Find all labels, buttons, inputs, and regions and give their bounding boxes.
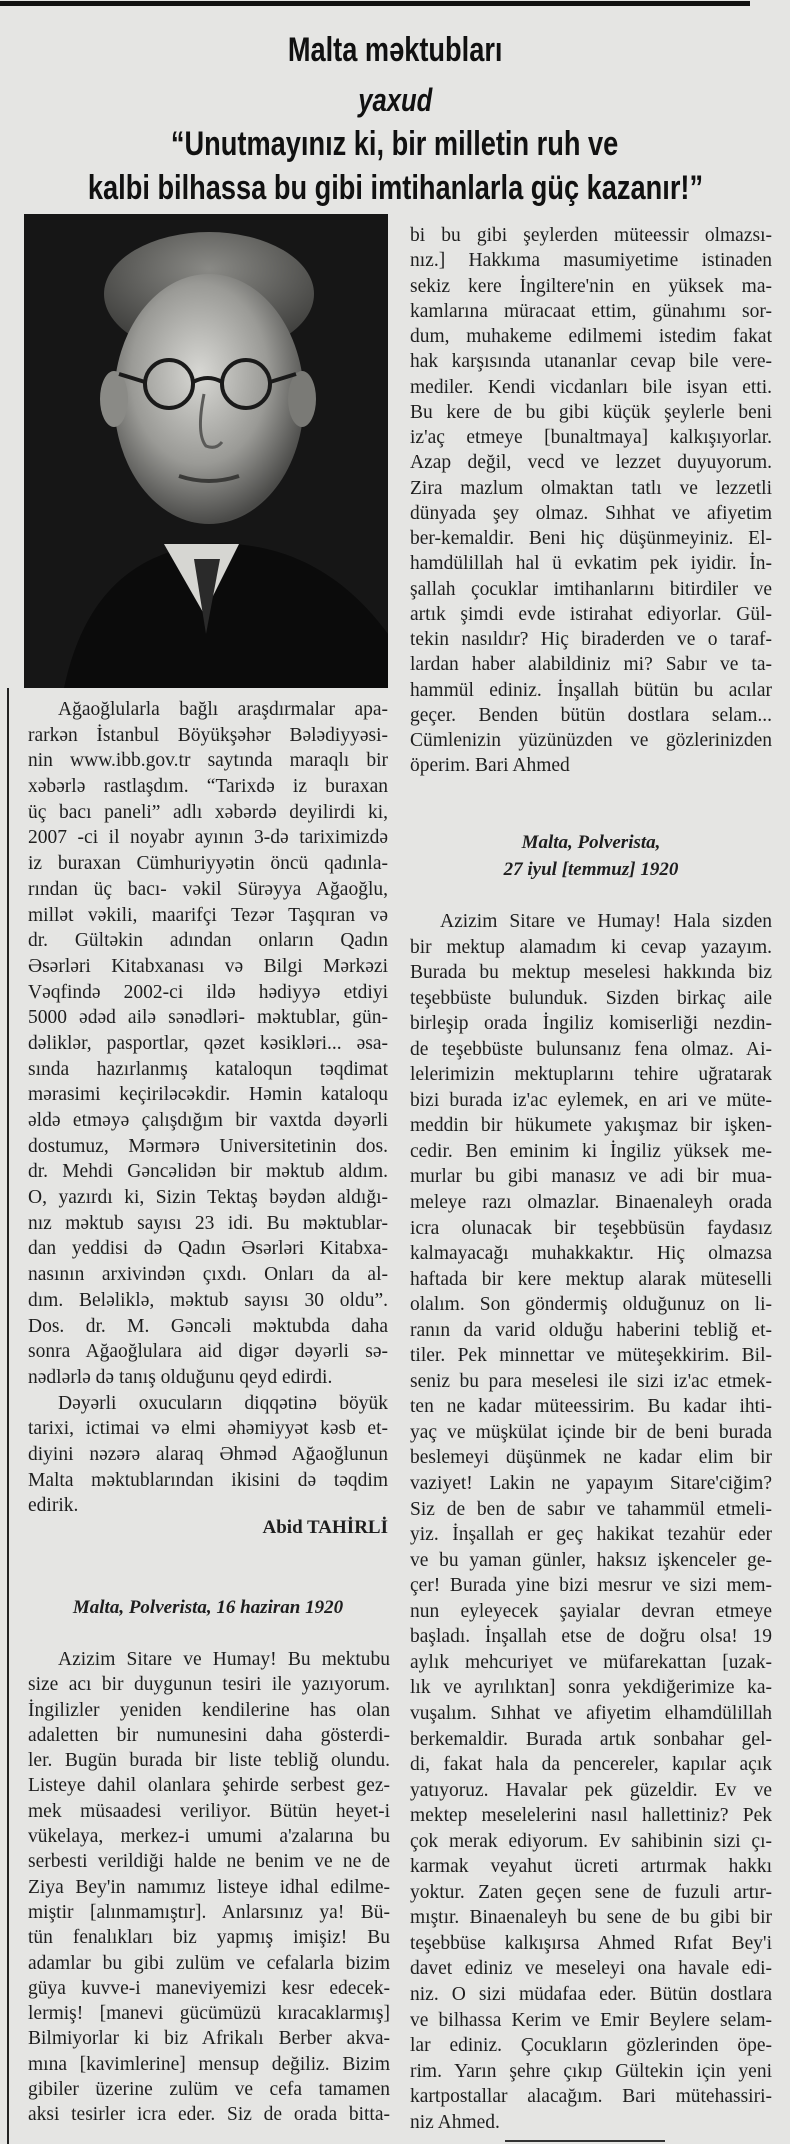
letter2-body (410, 909, 772, 2135)
text-line: birleşip orada İngiliz komiserliği nezdin- (410, 1013, 772, 1035)
text-line: çer! Burada yine bizi mesrur ve sizi mem- (410, 1575, 772, 1597)
column-rule (7, 688, 9, 2144)
text-line: icra olunacak bir teşebbüsün faydasız (410, 1217, 772, 1239)
text-line: öperim. Bari Ahmed (410, 755, 570, 777)
text-line: size acı bir duygunun tesiri ile yazıyorum. (28, 1674, 390, 1696)
text-line: adaletten bir numunesini daha gösterdi- (28, 1724, 390, 1746)
text-line: dəliklər, pasportlar, qəzet kəsikləri... əsa- (28, 1032, 388, 1054)
text-line: ten ne kadar müteessirim. Bu kadar ihti- (410, 1396, 772, 1418)
text-line: Dəyərli oxucuların diqqətinə böyük (58, 1392, 388, 1414)
portrait-photo (24, 214, 388, 688)
text-line: dostumuz, Mərmərə Universitetinin dos. (28, 1135, 388, 1157)
author-byline: Abid TAHİRLİ (262, 1517, 388, 1538)
text-line: Burada bu mektup meselesi hakkında biz (410, 962, 772, 984)
text-line: sekiz kere İngiltere'nin en yüksek ma- (410, 275, 772, 297)
text-line: adamlar bu gibi zulüm ve cefalarla bizim (28, 1952, 390, 1974)
text-line: güya kuvve-i maneviyemizi kesr edecek- (28, 1977, 390, 1999)
text-line: ranın da varid olduğu haberini tebliğ et- (410, 1319, 772, 1341)
paragraph (410, 223, 772, 779)
text-line: davet ediniz ve meseleyi ona havale edi- (410, 1958, 772, 1980)
text-line: seniz bu para meselesi ile sizi iz'ac etmek- (410, 1370, 772, 1392)
text-line: kalmayacağı muhakkaktır. Hiç olmazsa (410, 1243, 772, 1265)
text-line: Ziya Bey'in namımız listeye idhal edilme- (28, 1876, 390, 1898)
text-line: mına [kavimlerine] mensup değiliz. Bizim (28, 2053, 390, 2075)
text-line: kamlarına müracaat ettim, günahımı sor- (410, 300, 772, 322)
text-line: tarixi, ictimai və elmi əhəmiyyət kəsb et- (28, 1418, 388, 1440)
text-line: millət vəkili, maarifçi Tezər Taşqıran və (28, 904, 388, 926)
text-line: dr. Mehdi Gəncəlidən bir məktub aldım. (28, 1161, 388, 1183)
headline-line: yaxud (357, 82, 432, 118)
text-line: Azap değil, vecd ve lezzet duyuyorum. (410, 452, 772, 474)
text-line: sonra Ağaoğlulara aid digər dəyərli sə- (28, 1341, 388, 1363)
text-line: bi bu gibi şeylerden müteessir olmazsı- (410, 225, 772, 246)
text-line: sında hazırlanmış kataloqun təqdimat (28, 1058, 388, 1080)
text-line: lardan haber alabildiniz mi? Sabır ve ta- (410, 654, 772, 676)
text-line: teşebbüse kalkışırsa Ahmed Rıfat Bey'i (410, 1932, 772, 1954)
text-line: artık şimdi evde istirahat ediyorlar. Gül- (410, 603, 772, 625)
text-line: mərasimi keçiriləcəkdir. Həmin kataloqu (28, 1084, 388, 1106)
text-line: tekin nasıldır? Hiç biraderden ve o taraf- (410, 629, 772, 650)
text-line: 2007 -ci il noyabr ayının 3-də tariximizdə (28, 827, 388, 849)
text-line: diyini nəzərə alaraq Əhməd Ağaoğlunun (28, 1443, 388, 1465)
text-line: tiler. Pek minnettar ve müteşekkirim. Bil- (410, 1345, 772, 1367)
text-line: Siz de ben de sabır ve tahammül etmeli- (410, 1498, 772, 1520)
text-line: Zira mazlum olmaktan tatlı ve lezzetli (410, 477, 772, 499)
text-line: teşebbüste bulunduk. Sizden birkaç aile (410, 987, 772, 1009)
text-line: mediler. Kendi vicdanları bile isyan etti. (410, 376, 772, 398)
headline-line: kalbi bilhassa bu gibi imtihanlarla güç kazanır!” (87, 169, 703, 207)
text-line: yaç ve müşkülat içinde bir de beni burada (410, 1421, 772, 1443)
letter2-dateline-place: Malta, Polverista, (521, 832, 661, 853)
text-line: serbesti verildiği halde ne benim ve ne de (28, 1851, 390, 1873)
headline-line: Malta məktubları (287, 31, 503, 69)
paragraph (28, 1391, 388, 1519)
paragraph (28, 1647, 390, 2128)
text-line: Bu kere de bu gibi küçük şeylerle beni (410, 401, 772, 423)
text-line: Cümlenizin yüzünüzden ve gözlerinizden (410, 730, 772, 751)
headline-line: “Unutmayınız ki, bir milletin ruh ve (171, 125, 619, 163)
text-line: hak karşısında utananlar cevap bile vere- (410, 351, 772, 373)
text-line: gibiler üzerine zulüm ve cefa tamamen (28, 2079, 390, 2101)
text-line: Vəqfində 2002-ci ildə hədiyyə etdiyi (28, 981, 388, 1003)
intro-article (28, 697, 388, 1519)
text-line: aksi tesirler icra eder. Siz de orada bitta- (28, 2104, 390, 2126)
text-line: O, yazırdı ki, Sizin Tektaş bəydən aldığı- (28, 1187, 388, 1209)
text-line: nız.] Hakkıma masumiyetime istinaden (410, 250, 772, 272)
text-line: di, fakat hala da pencereler, kapılar açık (410, 1754, 772, 1776)
text-line: əldə etməyə çalışdığım bir vaxtda dəyərli (28, 1110, 388, 1131)
text-line: Malta məktublarından ikisini də təqdim (28, 1469, 388, 1491)
text-line: beslemeyi düşünmek ne kadar elim bir (410, 1447, 772, 1469)
text-line: iz buraxan Cümhuriyyətin öncü qadınla- (28, 853, 388, 875)
text-line: ve bu yaman günler, haksız işkenceler ge- (410, 1549, 772, 1571)
text-line: hamdülillah hal ü evkatim pek iyidir. İn- (410, 553, 772, 575)
text-line: dr. Gültəkin adından onların Qadın (28, 930, 388, 952)
letter1-body (28, 1647, 390, 2128)
text-line: kartpostallar alacağım. Bari mütehassiri- (410, 2086, 772, 2108)
text-line: iz'aç etmeye [bunaltmaya] kalkışıyorlar. (410, 427, 772, 448)
text-line: bizi burada iz'ac eylemek, en ari ve müte- (410, 1089, 772, 1111)
portrait-image (24, 214, 388, 688)
text-line: nin www.ibb.gov.tr saytında maraqlı bir (28, 750, 388, 772)
text-line: meddin bir hükumete yakışmaz bir işken- (410, 1115, 772, 1137)
text-line: meleye razı olmazlar. Binaenaleyh orada (410, 1192, 772, 1214)
text-line: lık ve ayrılıktan] sonra yekdiğerimize ka- (410, 1677, 772, 1699)
text-line: yoktur. Zaten geçen sene de fuzuli artır- (410, 1881, 772, 1903)
text-line: aylık mehcuriyet ve müfarekattan [uzak- (410, 1651, 772, 1673)
text-line: miştir [alınmamıştır]. Anlarsınız ya! Bü- (28, 1901, 390, 1923)
text-line: lar ediniz. Çocukların gözlerinden öpe- (410, 2035, 772, 2057)
text-line: niz. O sizi müdafaa eder. Bütün dostlara (410, 1983, 772, 2005)
text-line: vükelaya, merkez-i umumi a'zalarına bu (28, 1826, 390, 1848)
text-line: dünyada şey olmaz. Sıhhat ve afiyetim (410, 502, 772, 524)
text-line: olalım. Son göndermiş olduğunuz on li- (410, 1294, 772, 1316)
text-line: lelerimizin mektuplarını tehire uğratarak (410, 1064, 772, 1086)
text-line: xəbərlə rastlaşdım. “Tarixdə iz buraxan (28, 776, 388, 798)
text-line: dan yeddisi də Qadın Əsərləri Kitabxa- (28, 1238, 388, 1260)
text-line: dım. Beləliklə, məktub sayısı 30 oldu”. (28, 1289, 388, 1311)
letter2-dateline-date: 27 iyul [temmuz] 1920 (503, 859, 679, 880)
text-line: nun eyleyecek şayialar devran etmeye (410, 1600, 772, 1622)
text-line: ler. Bugün burada bir liste tebliğ olundu. (28, 1750, 390, 1772)
text-line: karmak veyahut ücreti artırmak hakkı (410, 1856, 772, 1878)
text-line: çok merak ediyorum. Ev sahibinin sizi çı- (410, 1830, 772, 1852)
text-line: yatıyoruz. Havalar pek güzeldir. Ev ve (410, 1779, 772, 1801)
text-line: de teşebbüste bulunsanız fena olmaz. Ai- (410, 1038, 772, 1060)
text-line: Ağaoğlularla bağlı araşdırmalar apa- (58, 699, 388, 720)
text-line: mıştır. Binaenaleyh bu sene de bu gibi bir (410, 1907, 772, 1929)
text-line: Azizim Sitare ve Humay! Hala sizden (440, 911, 772, 932)
headline-quote (0, 122, 790, 166)
text-line: Əsərləri Kitabxanası və Bilgi Mərkəzi (28, 955, 388, 977)
text-line: 5000 ədəd ailə sənədləri- məktublar, gün- (28, 1007, 388, 1029)
text-line: Azizim Sitare ve Humay! Bu mektubu (58, 1649, 390, 1670)
text-line: cedir. Ben eminim ki İngiliz yüksek me- (410, 1140, 772, 1162)
text-line: hammül ediniz. İnşallah bütün bu acılar (410, 679, 772, 701)
text-line: haftada bir kere mektup alarak müteselli (410, 1268, 772, 1290)
text-line: murlar bu gibi manasız ve adi bir mua- (410, 1166, 772, 1188)
text-line: tün fenalıkları biz yapmış imişiz! Bu (28, 1927, 390, 1949)
text-line: mek müsaadesi veriliyor. Bütün heyet-i (28, 1800, 390, 1822)
text-line: vuşalım. Sıhhat ve afiyetim elhamdülillah (410, 1702, 772, 1724)
text-line: rarkən İstanbul Böyükşəhər Bələdiyyəsi- (28, 724, 388, 746)
letter1-continued (410, 223, 772, 779)
text-line: yiz. İnşallah er geç hakikat tezahür eder (410, 1524, 772, 1546)
text-line: edirik. (28, 1495, 79, 1517)
text-line: niz Ahmed. (410, 2111, 500, 2133)
paragraph (410, 909, 772, 2135)
text-line: nasının arxivindən çıxdı. Onları da al- (28, 1264, 388, 1286)
text-line: nədlərlə də tanış olduğunu qeyd edirdi. (28, 1366, 333, 1388)
paragraph (28, 697, 388, 1391)
headline-quote (0, 166, 790, 210)
text-line: lermiş! [manevi gücümüzü kıracaklarmış] (28, 2003, 390, 2025)
text-line: Dos. dr. M. Gəncəli məktubda daha (28, 1315, 388, 1337)
text-line: üç bacı paneli” adlı xəbərdə deyilirdi ki, (28, 801, 388, 823)
text-line: bir mektup alamadım ki cevap yazayım. (410, 936, 772, 958)
text-line: şallah çocuklar imtihanlarını bitirdiler ve (410, 578, 772, 600)
text-line: vaziyet! Lakin ne yapayım Sitare'ciğim? (410, 1473, 772, 1495)
text-line: başladı. İnşallah etse de doğru olsa! 19 (410, 1626, 772, 1648)
text-line: ve bilhassa Kerim ve Emir Beylere selam- (410, 2009, 772, 2031)
text-line: rından üç bacı- vəkil Sürəyya Ağaoğlu, (28, 878, 388, 900)
bottom-rule (505, 2140, 665, 2142)
text-line: Listeye dahil olanlara şehirde serbest gez- (28, 1775, 390, 1797)
text-line: berkemaldir. Burada artık sonbahar gel- (410, 1728, 772, 1750)
headline (0, 28, 790, 72)
text-line: mektep meselelerini nasıl hallettiniz? Pek (410, 1805, 772, 1827)
text-line: dum, muhakeme edilmemi istedim fakat (410, 326, 772, 347)
headline-conjunction (0, 80, 790, 120)
text-line: ber-kemaldir. Beni hiç düşünmeyiniz. El- (410, 528, 772, 549)
text-line: rim. Yarın şehre çıkıp Gültekin için yeni (410, 2060, 772, 2082)
text-line: İngilizler yeniden kendilerine has olan (28, 1699, 390, 1721)
top-rule (0, 1, 750, 6)
text-line: Bilmiyorlar ki biz Afrikalı Berber akva- (28, 2028, 390, 2050)
text-line: nız məktub sayısı 23 idi. Bu məktublar- (28, 1212, 388, 1234)
letter1-dateline: Malta, Polverista, 16 haziran 1920 (72, 1597, 344, 1618)
text-line: geçer. Benden bütün dostlara selam... (410, 704, 772, 726)
